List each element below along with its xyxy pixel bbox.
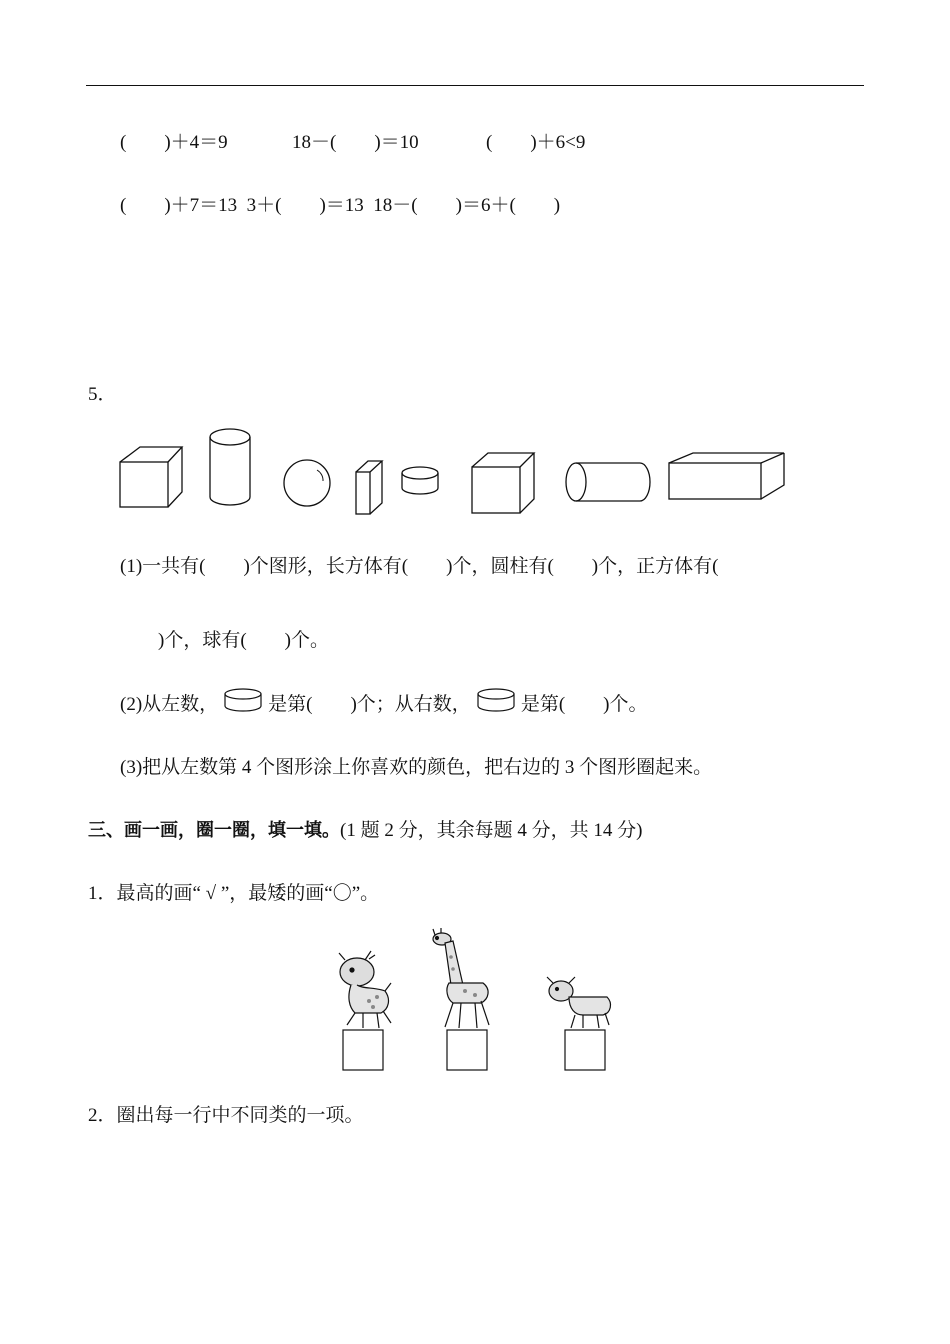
answer-box-deer [343, 1030, 383, 1070]
animal-figures [325, 925, 625, 1075]
header-rule [86, 85, 864, 86]
question-5-number: 5． [88, 384, 117, 405]
part-2-text-b: 是第( )个；从右数， [268, 694, 471, 715]
cube-shape-1 [120, 447, 182, 507]
shapes-row [112, 425, 792, 520]
deer-figure [339, 951, 391, 1028]
goat-figure [547, 977, 610, 1028]
short-cylinder-icon [475, 688, 517, 714]
cube-shape-2 [472, 453, 534, 513]
question-5-part-3: (3)把从左数第 4 个图形涂上你喜欢的颜色，把右边的 3 个图形圈起来。 [120, 757, 713, 778]
section-3-question-2: 2．圈出每一行中不同类的一项。 [88, 1105, 364, 1126]
question-5-part-1-line-1: (1)一共有( )个图形，长方体有( )个，圆柱有( )个，正方体有( [120, 556, 719, 577]
equation-2: 18－( )＝10 [292, 132, 419, 153]
thin-cuboid-shape [356, 461, 382, 514]
cylinder-shape-tall [210, 429, 250, 505]
cylinder-shape-lying [566, 463, 650, 501]
section-3-heading [88, 821, 642, 840]
giraffe-figure [433, 928, 489, 1028]
equation-1: ( )＋4＝9 [120, 132, 228, 153]
section-3-title: 三、画一画，圈一圈，填一填。 [88, 820, 340, 841]
long-cuboid-shape [669, 453, 784, 499]
short-cylinder-icon [222, 688, 264, 714]
answer-box-giraffe [447, 1030, 487, 1070]
part-2-text-c: 是第( )个。 [520, 694, 648, 715]
cylinder-shape-short [402, 467, 438, 494]
question-5-part-1-line-2: )个，球有( )个。 [120, 630, 329, 651]
equation-3: ( )＋6<9 [486, 132, 586, 153]
question-5-part-2 [120, 688, 647, 714]
section-3-scoring: (1 题 2 分，其余每题 4 分，共 14 分) [340, 820, 643, 841]
part-2-text-a: (2)从左数， [120, 694, 219, 715]
sphere-shape [284, 460, 330, 506]
section-3-question-1: 1．最高的画“ √ ”，最矮的画“〇”。 [88, 883, 380, 904]
equation-row-2: ( )＋7＝13 3＋( )＝13 18－( )＝6＋( ) [120, 195, 561, 216]
answer-box-goat [565, 1030, 605, 1070]
